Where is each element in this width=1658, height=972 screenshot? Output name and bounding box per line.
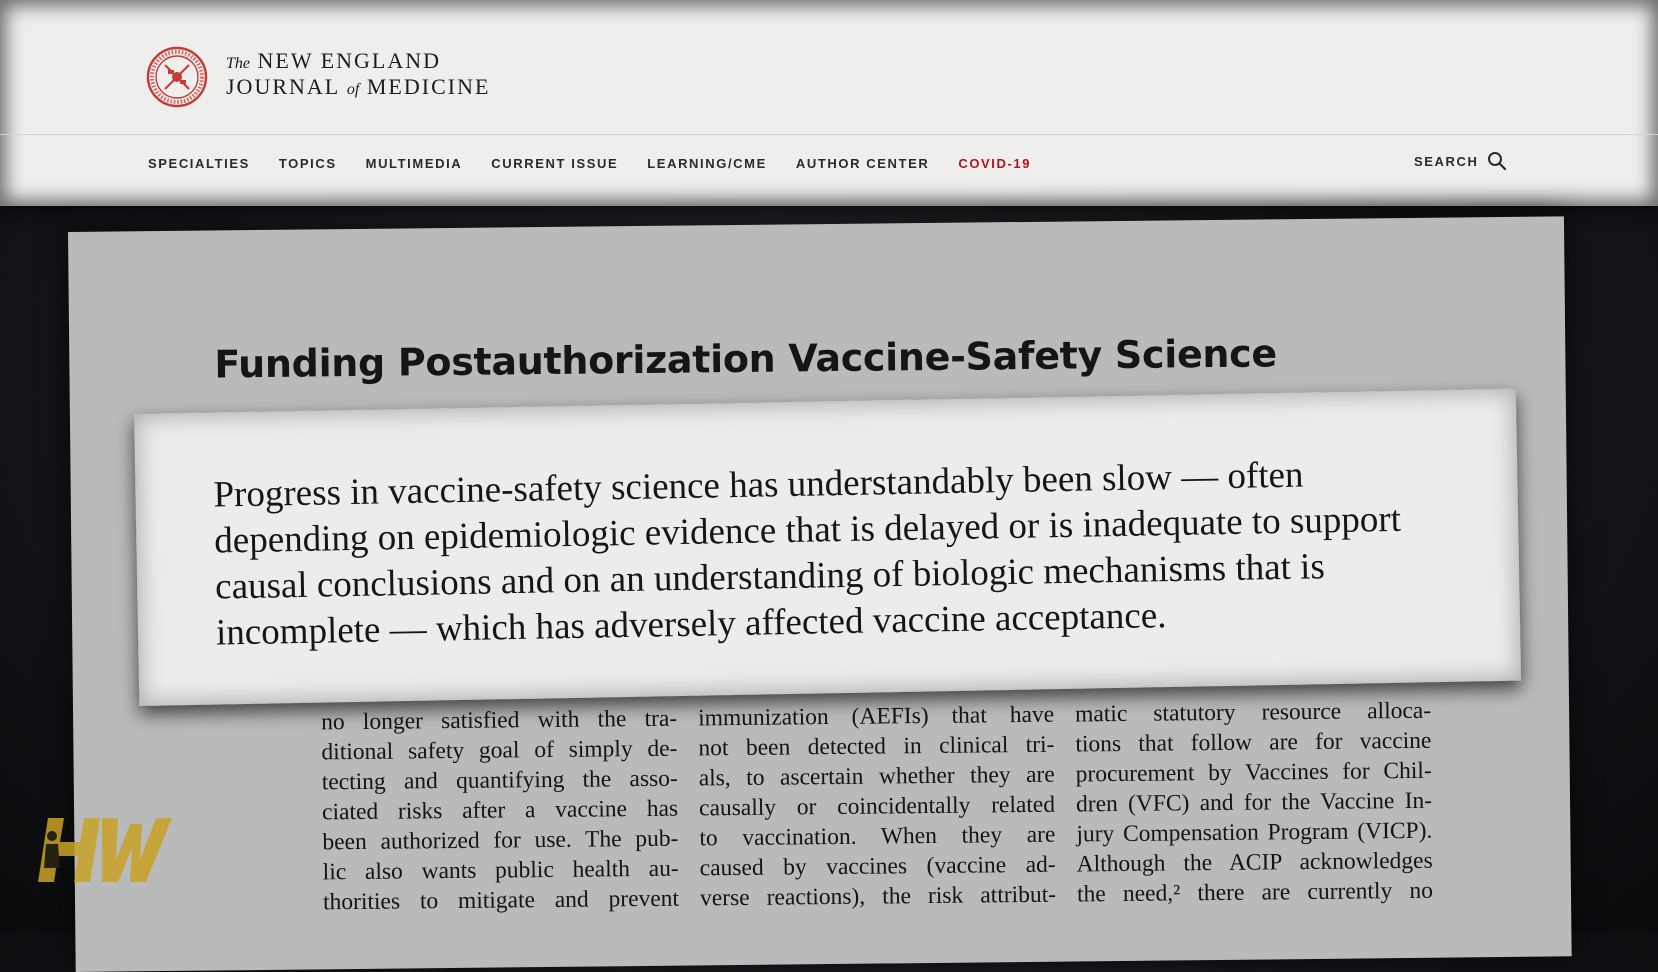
nav-current-issue[interactable]: CURRENT ISSUE bbox=[491, 156, 619, 171]
body-line: to vaccination. When they are bbox=[699, 821, 1056, 852]
nejm-seal-logo[interactable] bbox=[146, 46, 208, 108]
pull-quote-text bbox=[213, 450, 1466, 657]
nav-learning-cme[interactable]: LEARNING/CME bbox=[647, 156, 767, 171]
masthead-the: The bbox=[226, 55, 250, 72]
channel-watermark-logo bbox=[30, 812, 176, 888]
article-title: Funding Postauthorization Vaccine-Safety Science bbox=[214, 331, 1278, 387]
body-line: lic also wants public health au- bbox=[322, 855, 679, 886]
body-line: procurement by Vaccines for Chil- bbox=[1075, 757, 1432, 788]
body-line: the need,² there are currently no bbox=[1076, 877, 1434, 908]
nav-multimedia[interactable]: MULTIMEDIA bbox=[365, 156, 463, 171]
site-header bbox=[0, 0, 1658, 206]
body-line: ciated risks after a vaccine has bbox=[321, 795, 679, 826]
body-line: not been detected in clinical tri- bbox=[698, 731, 1055, 762]
nav-topics[interactable]: TOPICS bbox=[278, 156, 337, 171]
nav-specialties[interactable]: SPECIALTIES bbox=[148, 156, 250, 171]
masthead-band bbox=[0, 0, 1658, 135]
body-line: no longer satisfied with the tra- bbox=[321, 705, 678, 736]
body-line: dren (VFC) and for the Vaccine In- bbox=[1075, 787, 1433, 818]
masthead-line-1 bbox=[226, 50, 490, 72]
body-line: jury Compensation Program (VICP). bbox=[1076, 817, 1433, 848]
body-line: als, to ascertain whether they are bbox=[698, 761, 1055, 792]
body-line: verse reactions), the risk attribut- bbox=[699, 881, 1057, 912]
body-line: thorities to mitigate and prevent bbox=[322, 885, 680, 916]
masthead-medicine: MEDICINE bbox=[366, 74, 491, 99]
main-nav bbox=[148, 156, 1060, 171]
body-column-3 bbox=[1075, 696, 1433, 910]
body-line: Although the ACIP acknowledges bbox=[1076, 847, 1433, 878]
nav-covid-19[interactable]: COVID-19 bbox=[958, 156, 1032, 171]
masthead-journal: JOURNAL bbox=[226, 74, 340, 99]
search-icon bbox=[1487, 151, 1507, 171]
quote-line: depending on epidemiologic evidence that is delayed or is inadequate to support bbox=[213, 498, 1402, 562]
quote-line: Progress in vaccine-safety science has understandably been slow — often bbox=[213, 454, 1304, 516]
body-line: matic statutory resource alloca- bbox=[1074, 697, 1432, 728]
body-line: ditional safety goal of simply de- bbox=[321, 735, 678, 766]
body-line: tecting and quantifying the asso- bbox=[321, 765, 678, 796]
body-line: caused by vaccines (vaccine ad- bbox=[699, 851, 1056, 882]
masthead-of: of bbox=[346, 81, 360, 98]
body-line: tions that follow are for vaccine bbox=[1075, 727, 1432, 758]
body-line: causally or coincidentally related bbox=[698, 791, 1056, 822]
search-label: SEARCH bbox=[1414, 153, 1479, 169]
body-line: been authorized for use. The pub- bbox=[322, 825, 679, 856]
body-column-1 bbox=[321, 704, 679, 918]
nav-author-center[interactable]: AUTHOR CENTER bbox=[795, 156, 930, 171]
pull-quote-card bbox=[134, 389, 1521, 706]
masthead-line-2 bbox=[226, 76, 490, 98]
body-line: immunization (AEFIs) that have bbox=[697, 701, 1055, 732]
quote-line: causal conclusions and on an understanding of biologic mechanisms that is bbox=[214, 546, 1326, 608]
search-button[interactable] bbox=[1414, 151, 1507, 171]
masthead-new-england: NEW ENGLAND bbox=[257, 48, 442, 73]
journal-masthead[interactable] bbox=[226, 50, 490, 98]
body-column-2 bbox=[698, 700, 1056, 914]
quote-line: incomplete — which has adversely affected vaccine acceptance. bbox=[215, 595, 1167, 654]
